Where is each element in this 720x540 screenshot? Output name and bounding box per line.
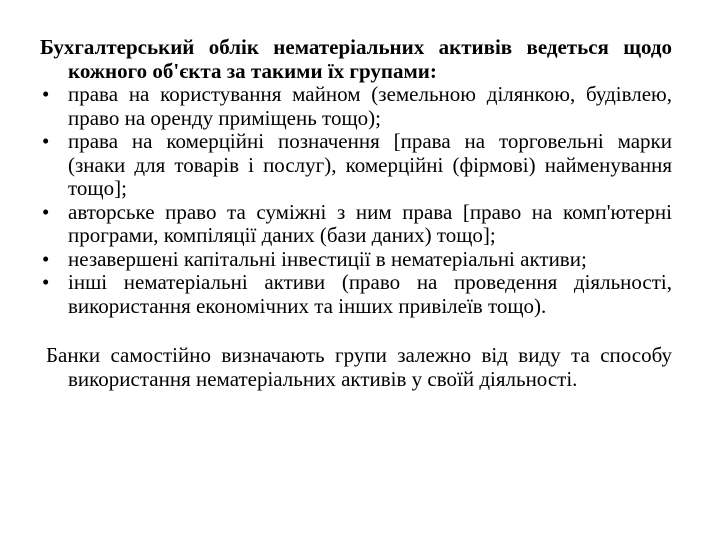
list-item bbox=[40, 83, 672, 130]
list-item-text: авторське право та суміжні з ним права [право на комп'ютерні програми, компіляції даних (бази даних) тощо]; bbox=[68, 199, 672, 247]
list-item bbox=[40, 248, 672, 272]
list-item-text: незавершені капітальні інвестиції в нематеріальні активи; bbox=[68, 246, 587, 271]
heading: Бухгалтерський облік нематеріальних активів ведеться щодо кожного об'єкта за такими їх групами: bbox=[40, 35, 672, 83]
bullet-icon: • bbox=[42, 129, 50, 153]
bullet-icon: • bbox=[42, 270, 50, 294]
slide-content bbox=[40, 36, 672, 391]
list-item-text: інші нематеріальні активи (право на проведення діяльності, використання економічних та інших привілеїв тощо). bbox=[68, 270, 672, 318]
bullet-list bbox=[40, 83, 672, 318]
list-item-text: права на комерційні позначення [права на торговельні марки (знаки для товарів і послуг), комерційні (фірмові) найменування тощо]; bbox=[68, 129, 672, 200]
list-item-text: права на користування майном (земельною ділянкою, будівлею, право на оренду приміщень тощо); bbox=[68, 82, 672, 130]
bullet-icon: • bbox=[42, 82, 50, 106]
closing-note: Банки самостійно визначають групи залежно від виду та способу використання нематеріальних активів у своїй діяльності. bbox=[46, 343, 672, 391]
list-item bbox=[40, 201, 672, 248]
list-item bbox=[40, 130, 672, 201]
bullet-icon: • bbox=[42, 199, 50, 224]
list-item bbox=[40, 271, 672, 318]
bullet-icon: • bbox=[42, 246, 50, 271]
